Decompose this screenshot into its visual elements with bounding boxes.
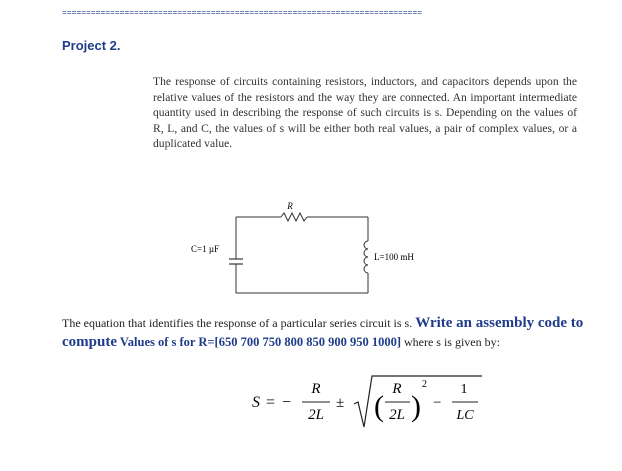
resistor-symbol [281, 213, 307, 221]
capacitor-label: C=1 µF [191, 244, 220, 254]
equation-suffix: where s is given by: [400, 335, 500, 349]
inductor-label: L=100 mH [374, 252, 414, 262]
paren-right: ) [411, 390, 421, 423]
formula-numerator-1: R [311, 381, 321, 397]
formula-minus: − [282, 394, 292, 411]
inductor-symbol [364, 241, 368, 273]
formula-numerator-2: 1 [460, 382, 468, 397]
resistor-label: R [287, 201, 293, 211]
equation-prefix: The equation that identifies the response of a particular series circuit is s. [62, 316, 416, 330]
task-line-1: Write an assembly code to [415, 315, 584, 331]
formula-denominator-2: LC [456, 408, 474, 423]
paren-left: ( [374, 390, 384, 423]
formula-exponent: 2 [422, 379, 427, 390]
task-values: Values of s for R=[650 700 750 800 850 900 950 1000] [117, 335, 401, 349]
formula-paren-denominator: 2L [389, 407, 405, 423]
separator-line: =========================================================================== [62, 9, 423, 18]
formula-equals: = [266, 394, 276, 411]
task-compute: compute [62, 334, 117, 350]
intro-paragraph: The response of circuits containing resistors, inductors, and capacitors depends upon the relative values of the resistors and the way they are connected. An important intermediate quantity used in describing the response of such circuits is s. Depending on the values of R, L, and C, the values of s will be either both real values, a pair of complex values, or a duplicated value. [153, 75, 577, 151]
formula-denominator-1: 2L [308, 407, 324, 423]
formula-lhs: S [252, 394, 260, 411]
formula-minus-2: − [433, 395, 442, 411]
rlc-circuit-diagram [185, 197, 414, 302]
equation-description [62, 314, 622, 352]
project-title: Project 2. [62, 38, 121, 53]
formula-paren-numerator: R [392, 381, 402, 397]
formula-plus-minus: ± [336, 395, 345, 411]
s-formula [250, 372, 490, 434]
